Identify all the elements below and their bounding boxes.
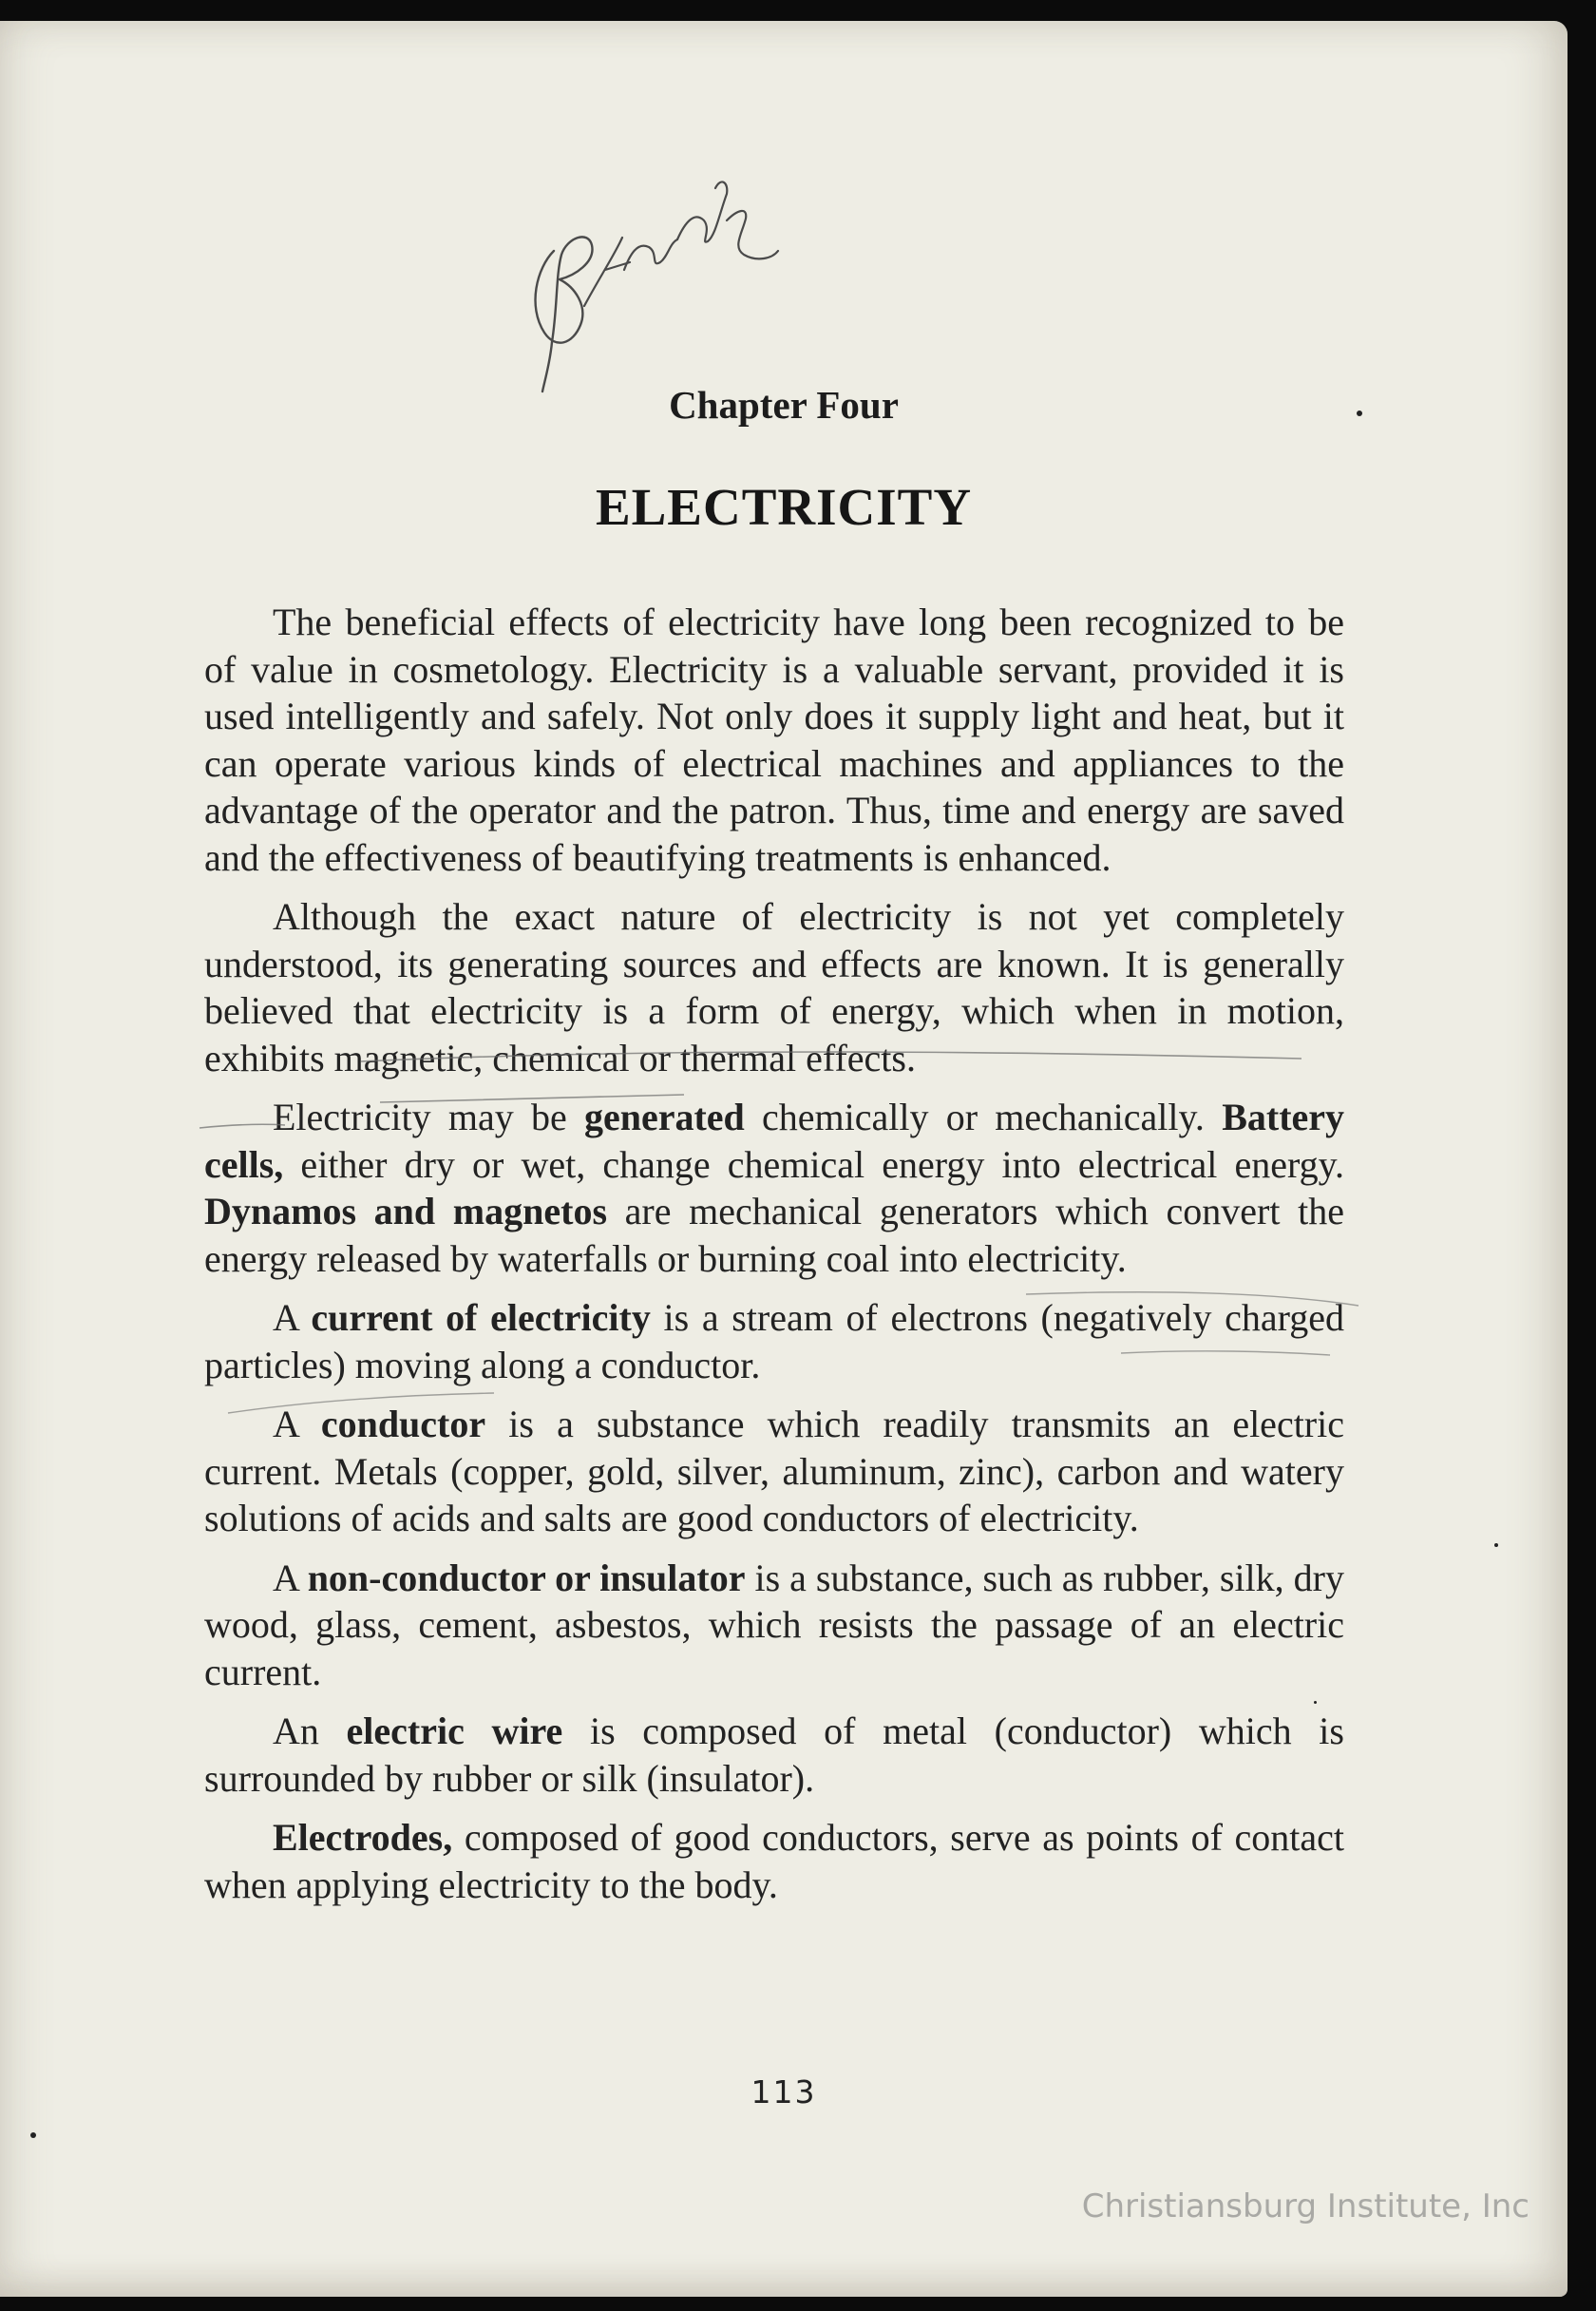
term-current: current of electricity	[311, 1296, 651, 1339]
paragraph-conductor: A conductor is a substance which readily transmits an electric current. Metals (copper, gold, silver, aluminum, zinc), carbon and watery solutions of acids and salts are good conductors of electricity.	[204, 1403, 1344, 1539]
paragraph-generated: Electricity may be generated chemically or mechanically. Battery cells, either dry or wet, change chemical energy into electrical energy. Dynamos and magnetos are mechanical generators which convert the energy released by waterfalls or burning coal into electricity.	[204, 1096, 1345, 1280]
paragraph-electrodes: Electrodes, composed of good conductors, serve as points of contact when applying electricity to the body.	[204, 1816, 1344, 1906]
handwritten-note	[518, 163, 784, 396]
term-battery-cells: Battery cells,	[204, 1096, 1345, 1186]
term-generated: generated	[583, 1096, 745, 1138]
speck	[1357, 411, 1362, 416]
body-text	[204, 599, 1344, 1920]
paragraph-intro: The beneficial effects of electricity have long been recognized to be of value in cosmetology. Electricity is a valuable servant, provided it is used intelligently and safely. Not only does it supply light and heat, but it can operate various kinds of electrical machines and appliances to the advantage of the operator and the patron. Thus, time and energy are saved and the effectiveness of beautifying treatments is enhanced.	[204, 601, 1344, 879]
term-electric-wire: electric wire	[346, 1709, 563, 1752]
paragraph-current: A current of electricity is a stream of electrons (negatively charged particles) moving along a conductor.	[204, 1296, 1344, 1386]
watermark: Christiansburg Institute, Inc	[1081, 2187, 1530, 2225]
speck	[1494, 1543, 1498, 1547]
book-page	[0, 21, 1568, 2297]
paragraph-nature: Although the exact nature of electricity is not yet completely understood, its generating sources and effects are known. It is generally believed that electricity is a form of energy, which when in motion, exhibits magnetic, chemical or thermal effects.	[204, 895, 1344, 1079]
page-number: 113	[750, 2073, 817, 2110]
speck	[1314, 1701, 1317, 1704]
term-conductor: conductor	[320, 1403, 486, 1445]
paragraph-insulator: A non-conductor or insulator is a substance, such as rubber, silk, dry wood, glass, cement, asbestos, which resists the passage of an electric current.	[204, 1556, 1344, 1693]
term-electrodes: Electrodes,	[273, 1816, 453, 1859]
paragraph-wire: An electric wire is composed of metal (conductor) which is surrounded by rubber or silk (insulator).	[204, 1709, 1344, 1800]
term-insulator: non-conductor or insulator	[307, 1556, 746, 1599]
chapter-title: ELECTRICITY	[595, 478, 973, 536]
chapter-label: Chapter Four	[669, 383, 899, 427]
term-dynamos-magnetos: Dynamos and magnetos	[204, 1190, 608, 1232]
speck	[30, 2132, 36, 2138]
